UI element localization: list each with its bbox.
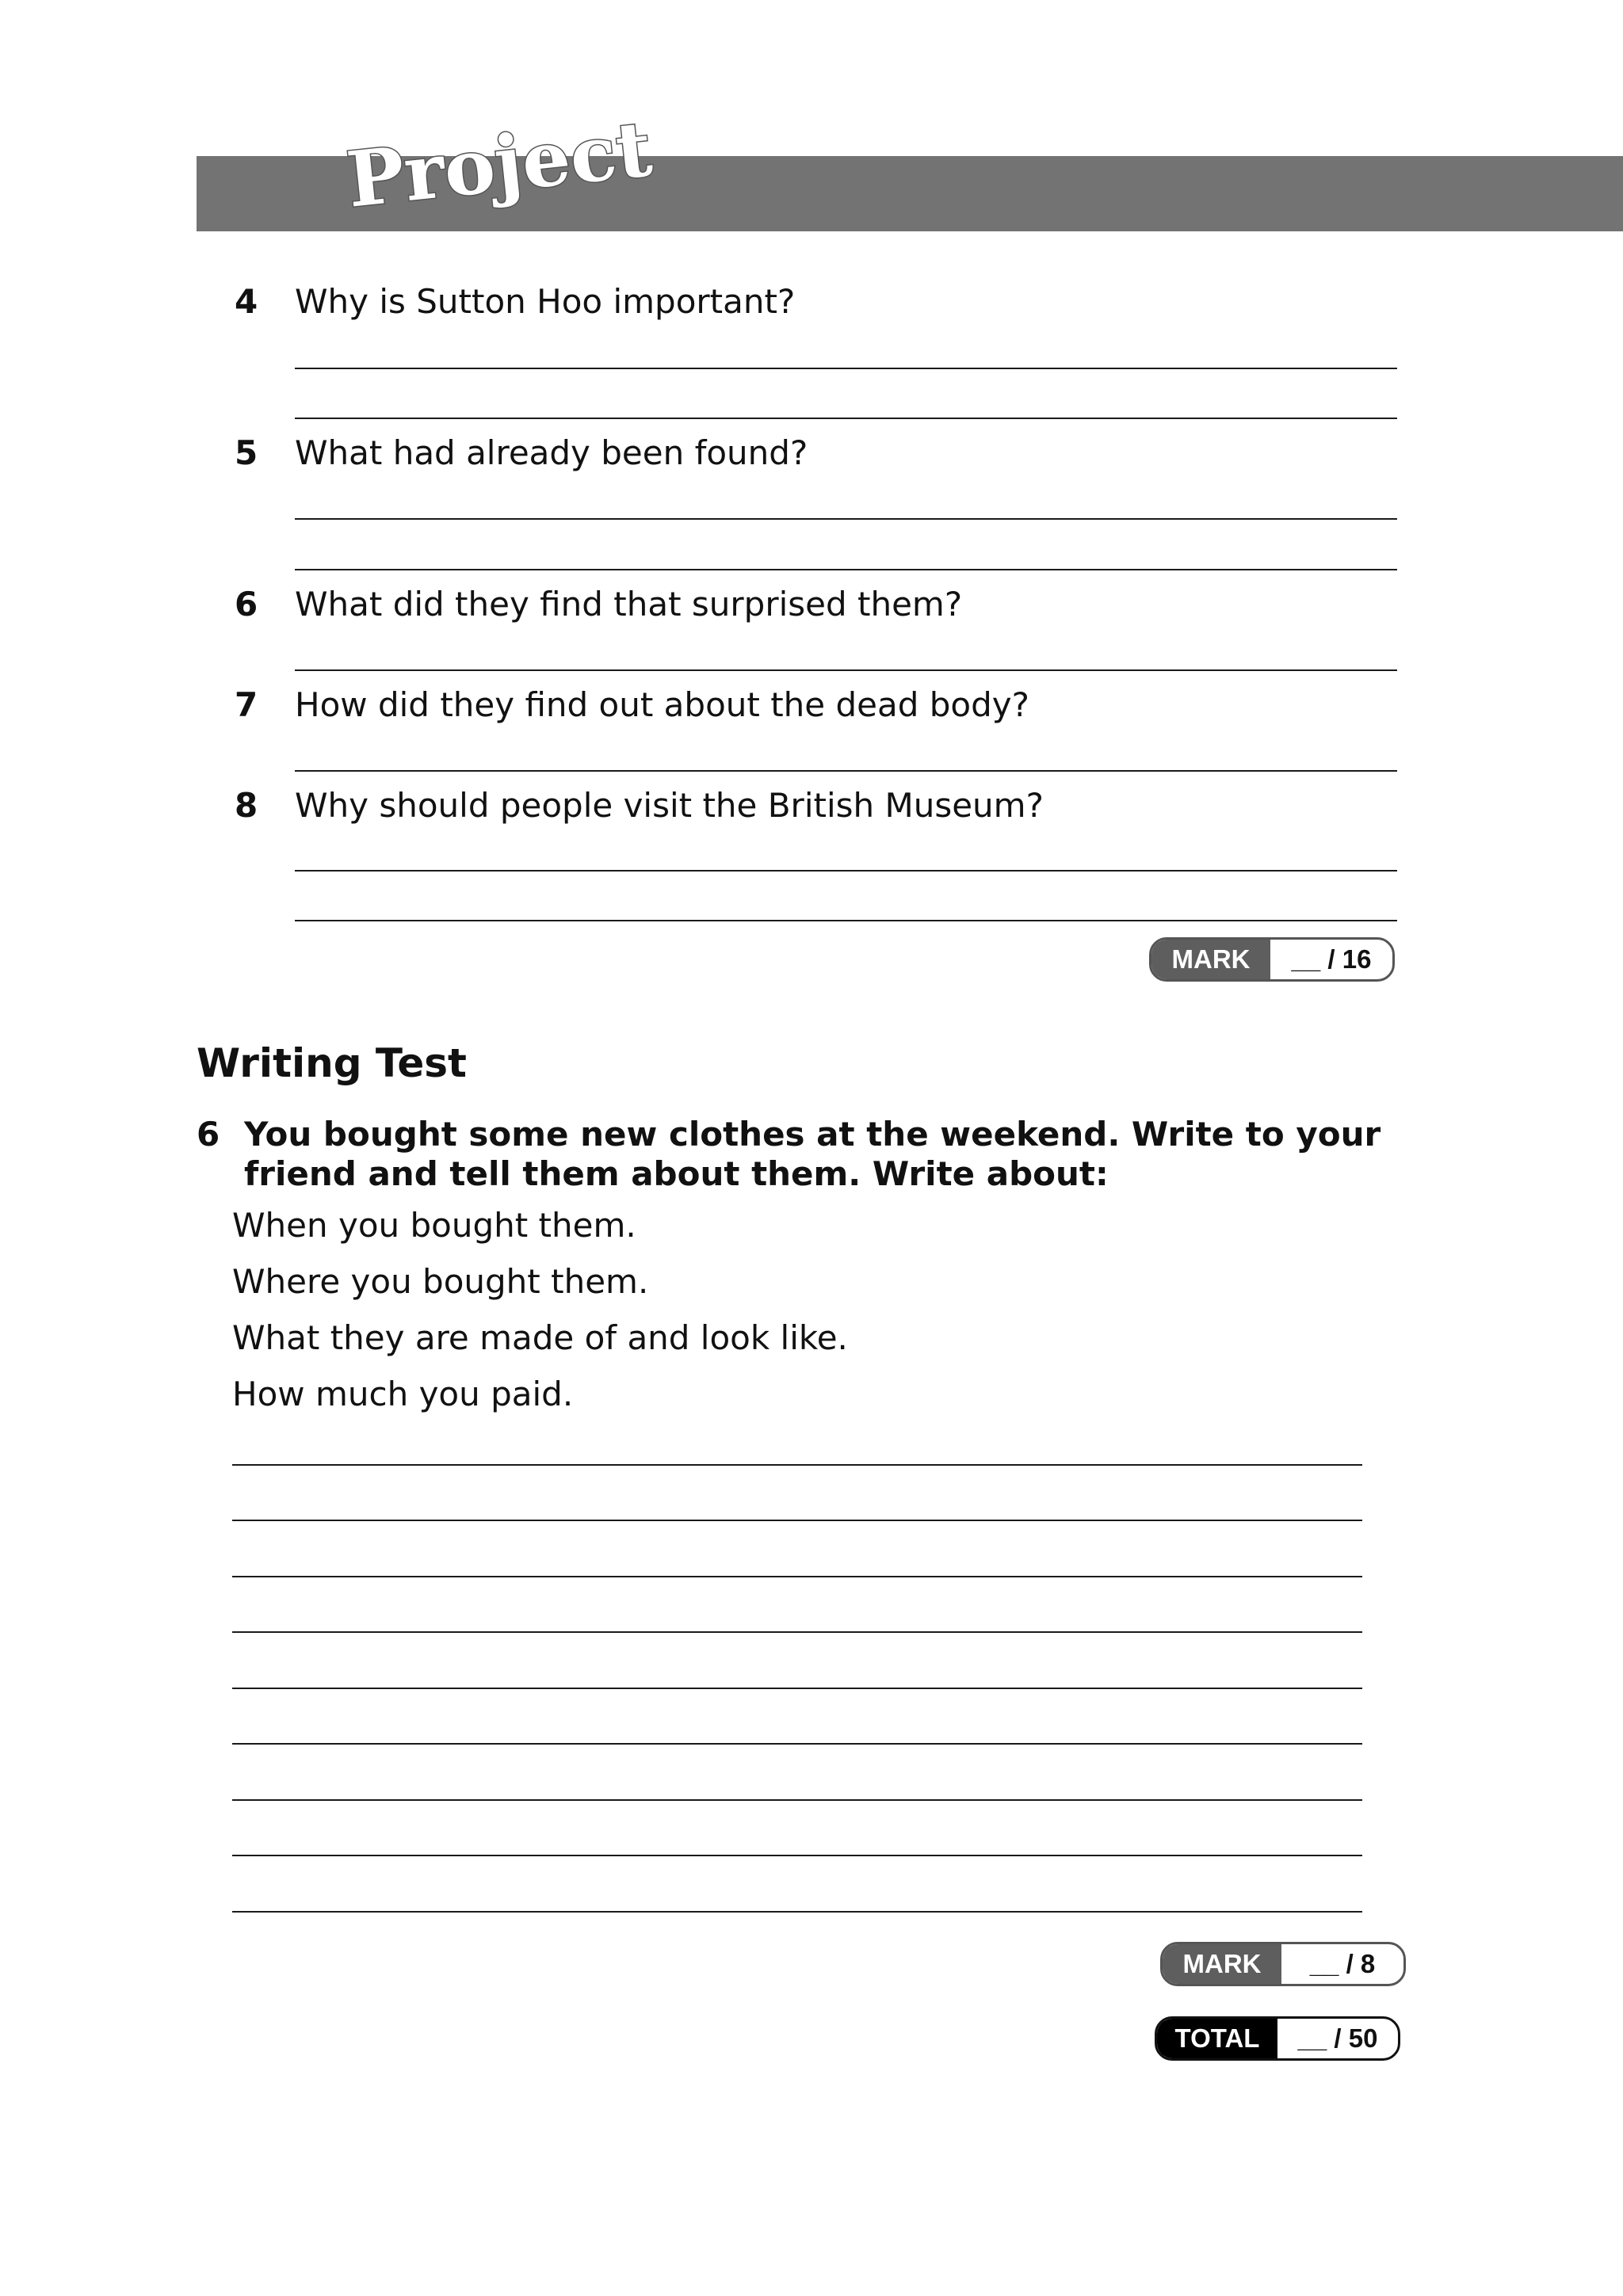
task-number: 6 [197, 1115, 220, 1154]
prompt-when: When you bought them. [232, 1206, 636, 1245]
question-text: How did they find out about the dead body? [295, 685, 1029, 724]
answer-line-4a[interactable] [295, 368, 1397, 369]
writing-line[interactable] [232, 1631, 1362, 1633]
writing-line[interactable] [232, 1576, 1362, 1577]
writing-line[interactable] [232, 1855, 1362, 1856]
answer-line-5b[interactable] [295, 569, 1397, 570]
writing-line[interactable] [232, 1743, 1362, 1745]
question-number: 8 [235, 786, 258, 825]
prompt-how-much: How much you paid. [232, 1375, 574, 1413]
project-logo-graphic [341, 99, 656, 225]
writing-line[interactable] [232, 1464, 1362, 1466]
mark-value[interactable]: __ / 16 [1291, 944, 1372, 974]
total-label: TOTAL [1157, 2019, 1277, 2058]
question-number: 6 [235, 585, 258, 624]
answer-line-8a[interactable] [295, 870, 1397, 871]
answer-line-4b[interactable] [295, 418, 1397, 419]
project-logo [341, 99, 656, 225]
writing-test-title: Writing Test [197, 1040, 467, 1086]
writing-line[interactable] [232, 1799, 1362, 1801]
writing-mark-box [1160, 1942, 1406, 1986]
total-value[interactable]: __ / 50 [1297, 2023, 1378, 2053]
question-text: Why is Sutton Hoo important? [295, 282, 796, 321]
task-instructions-line2: friend and tell them about them. Write about: [244, 1154, 1109, 1193]
writing-line[interactable] [232, 1520, 1362, 1521]
question-number: 4 [235, 282, 258, 321]
answer-line-6[interactable] [295, 669, 1397, 671]
mark-value[interactable]: __ / 8 [1309, 1949, 1376, 1978]
reading-mark-box [1149, 937, 1395, 982]
prompt-where: Where you bought them. [232, 1262, 649, 1301]
task-instructions-line1: You bought some new clothes at the weekend. Write to your [244, 1115, 1381, 1154]
answer-line-8b[interactable] [295, 920, 1397, 921]
prompt-what: What they are made of and look like. [232, 1318, 848, 1357]
question-text: Why should people visit the British Museum? [295, 786, 1044, 825]
mark-label: MARK [1163, 1944, 1281, 1984]
question-text: What did they find that surprised them? [295, 585, 963, 624]
writing-line[interactable] [232, 1911, 1362, 1913]
mark-label: MARK [1151, 940, 1270, 979]
answer-line-5a[interactable] [295, 518, 1397, 520]
writing-line[interactable] [232, 1688, 1362, 1689]
total-mark-box [1155, 2016, 1400, 2061]
question-text: What had already been found? [295, 433, 808, 472]
task-instructions [244, 1115, 1401, 1194]
answer-line-7[interactable] [295, 770, 1397, 772]
logo-text: Project [342, 104, 656, 225]
question-number: 5 [235, 433, 258, 472]
question-number: 7 [235, 685, 258, 724]
